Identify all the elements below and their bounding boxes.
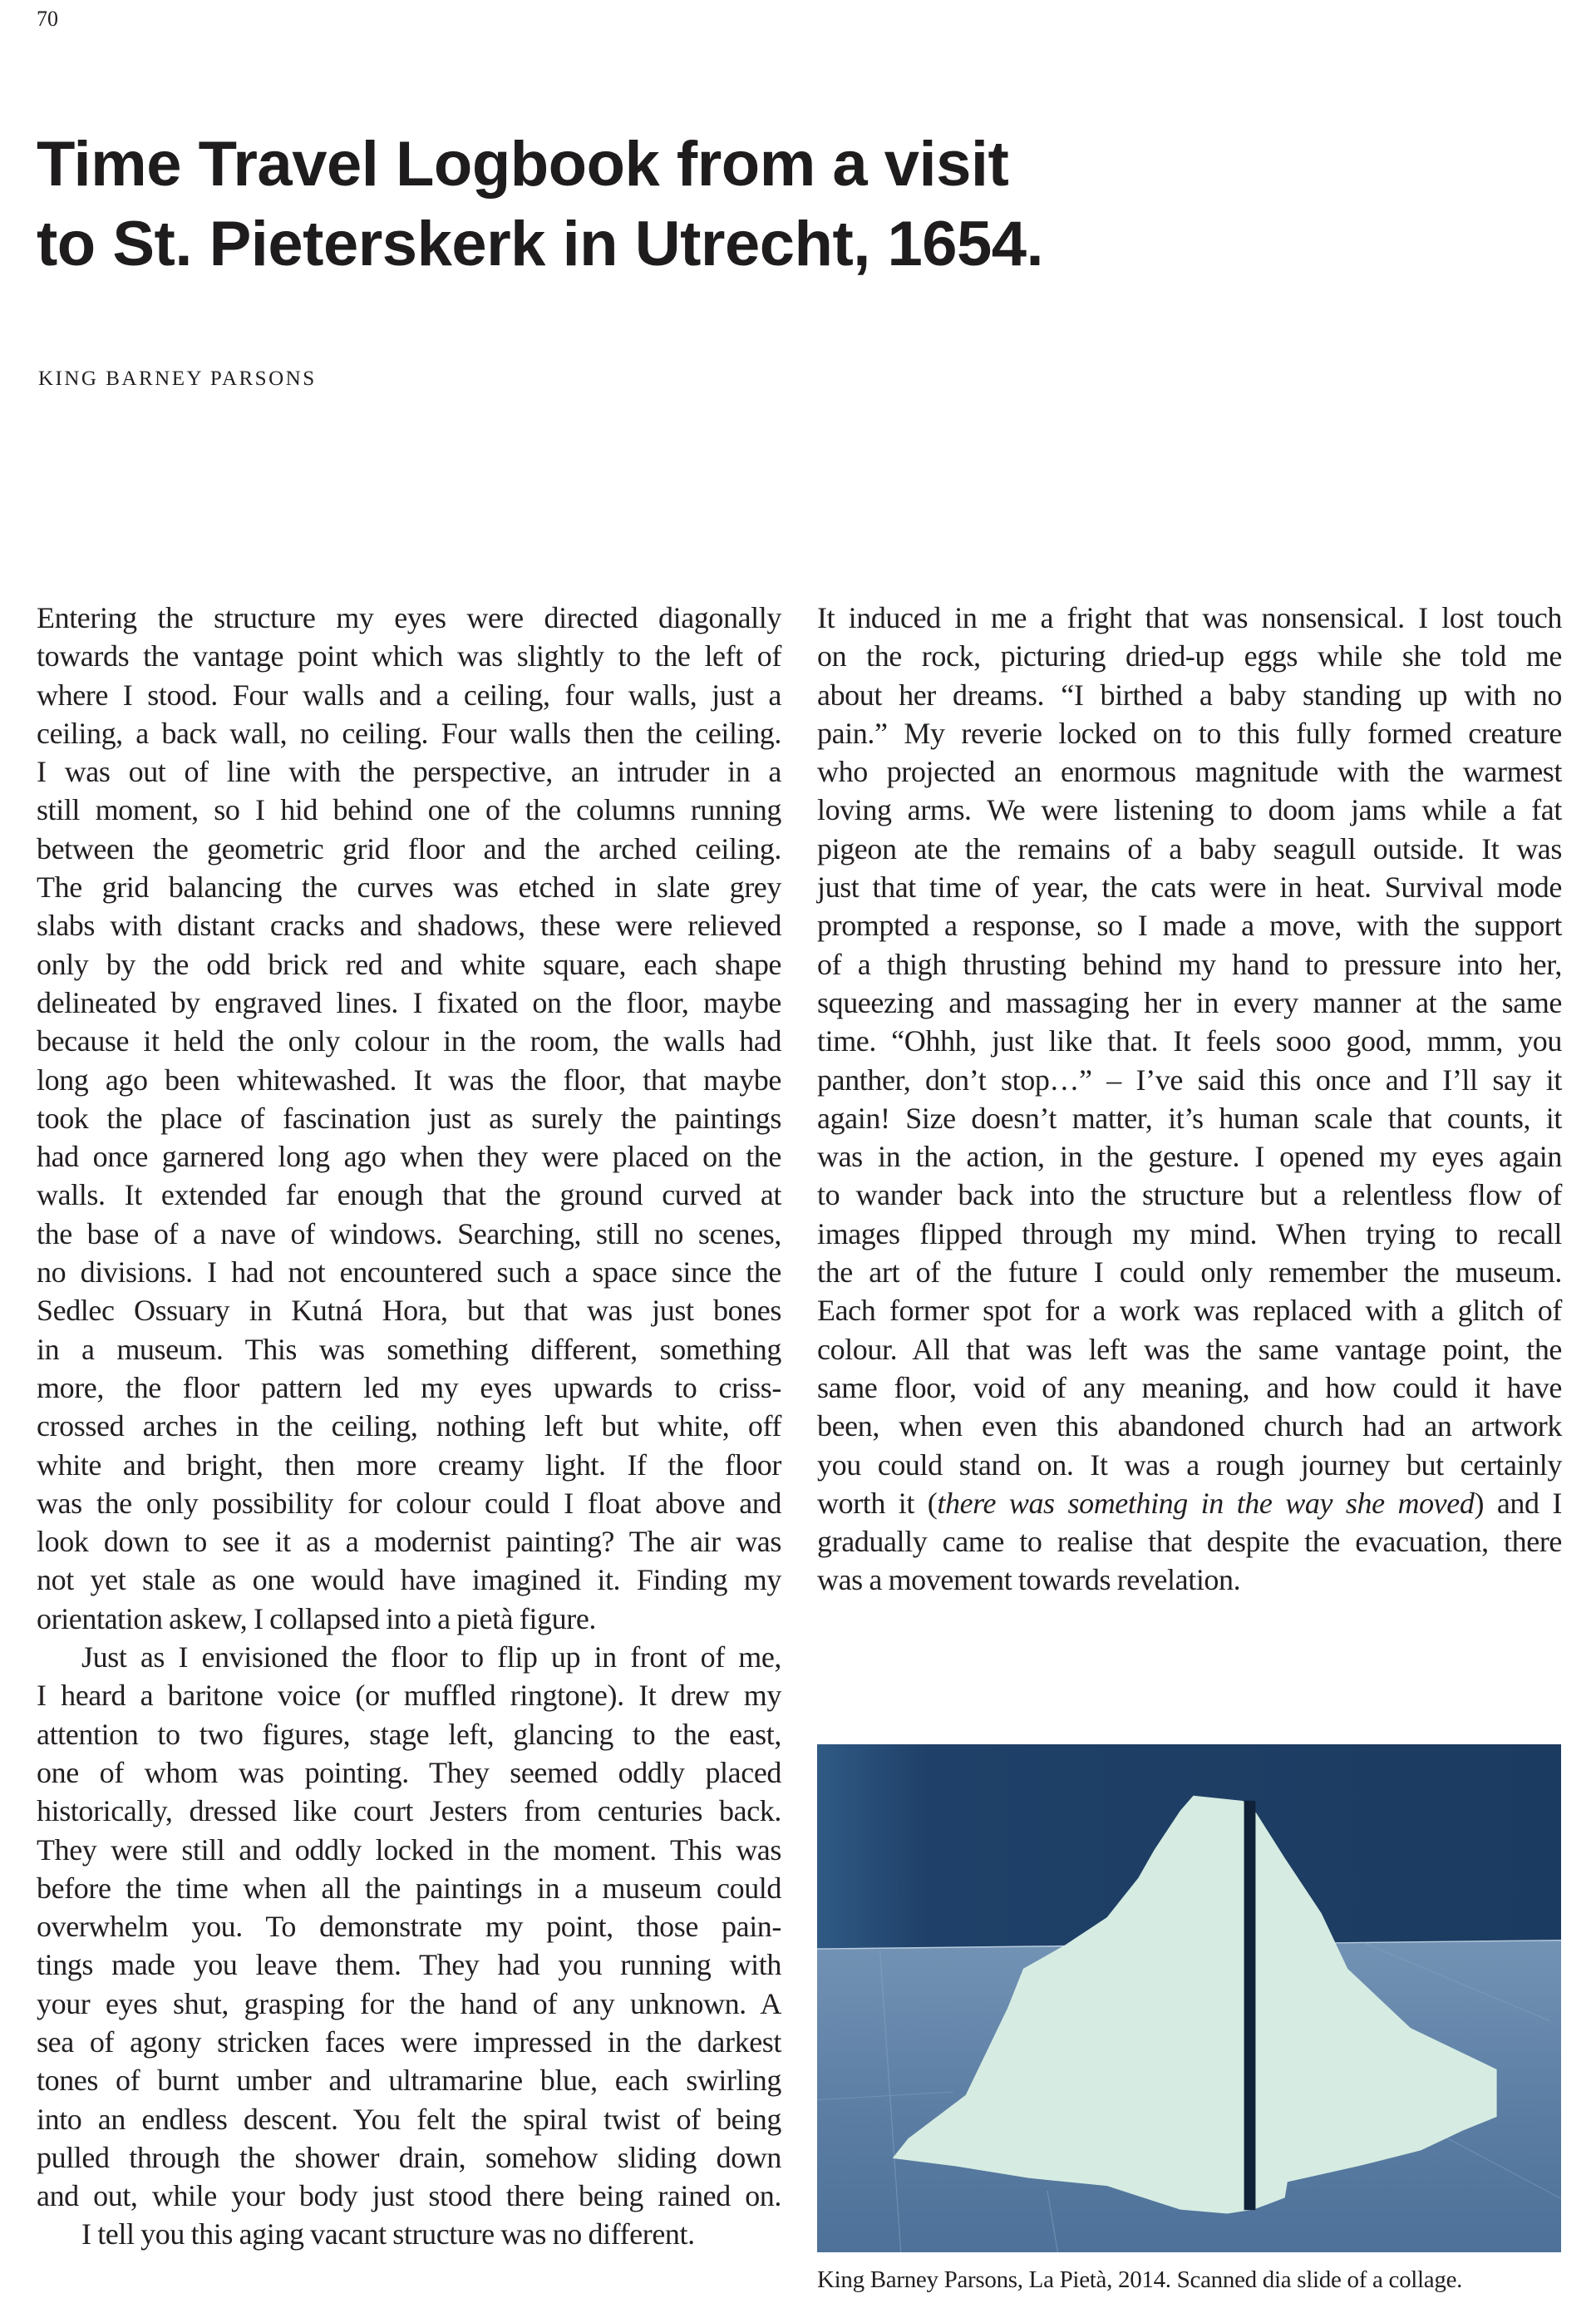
article-title <box>37 125 1043 284</box>
title-line: Time Travel Logbook from a visit <box>37 129 1009 200</box>
text-line: the base of a nave of windows. Searching, still no scenes, <box>37 1216 781 1250</box>
text-line: where I stood. Four walls and a ceiling, four walls, just a <box>37 678 781 712</box>
text-line: squeezing and massaging her in every manner at the same <box>817 985 1562 1019</box>
text-line: I tell you this aging vacant structure was no different. <box>81 2217 695 2251</box>
text-segment: ) and I <box>1474 1486 1563 1520</box>
text-line: long ago been whitewashed. It was the floor, that maybe <box>37 1063 781 1097</box>
text-line: panther, don’t stop…” – I’ve said this once and I’ll say it <box>817 1063 1562 1097</box>
title-line: to St. Pieterskerk in Utrecht, 1654. <box>37 209 1044 279</box>
text-line: one of whom was pointing. They seemed oddly placed <box>37 1755 781 1789</box>
text-line: delineated by engraved lines. I fixated on the floor, maybe <box>37 985 781 1019</box>
text-line: the art of the future I could only remember the museum. <box>817 1255 1562 1290</box>
text-line <box>817 1484 1562 1522</box>
text-line: again! Size doesn’t matter, it’s human scale that counts, it <box>817 1101 1562 1135</box>
text-line: Entering the structure my eyes were directed diagonally <box>37 601 781 634</box>
text-line: pain.” My reverie locked on to this fully formed creature <box>817 716 1562 750</box>
text-line: prompted a response, so I made a move, with the support <box>817 909 1562 943</box>
text-line: They were still and oddly locked in the moment. This was <box>37 1832 781 1867</box>
text-line: of a thigh thrusting behind my hand to pressure into her, <box>817 947 1562 981</box>
text-line: into an endless descent. You felt the spiral twist of being <box>37 2102 781 2136</box>
text-line: and out, while your body just stood there being rained on. <box>37 2179 781 2213</box>
text-line: crossed arches in the ceiling, nothing left but white, off <box>37 1409 781 1443</box>
text-line: tings made you leave them. They had you running with <box>37 1948 781 1982</box>
text-line: loving arms. We were listening to doom jams while a fat <box>817 793 1562 827</box>
text-line: you could stand on. It was a rough journey but certainly <box>817 1447 1562 1482</box>
text-line: before the time when all the paintings in a museum could <box>37 1871 781 1905</box>
text-line: historically, dressed like court Jesters from centuries back. <box>37 1794 781 1828</box>
text-line: Each former spot for a work was replaced with a glitch of <box>817 1294 1562 1328</box>
text-line: tones of burnt umber and ultramarine blue, each swirling <box>37 2064 781 2098</box>
text-line: still moment, so I hid behind one of the columns running <box>37 793 781 827</box>
text-line: pigeon ate the remains of a baby seagull outside. It was <box>817 831 1562 866</box>
text-line: towards the vantage point which was slightly to the left of <box>37 639 781 673</box>
text-line: between the geometric grid floor and the arched ceiling. <box>37 831 781 866</box>
text-segment: worth it ( <box>817 1486 938 1520</box>
author-byline: KING BARNEY PARSONS <box>38 367 317 390</box>
text-line: to wander back into the structure but a relentless flow of <box>817 1178 1562 1212</box>
text-line: Just as I envisioned the floor to flip up in front of me, <box>81 1640 781 1674</box>
text-line: overwhelm you. To demonstrate my point, those pain- <box>37 1910 781 1944</box>
page-number: 70 <box>37 7 58 31</box>
text-line: was the only possibility for colour could I float above and <box>37 1486 781 1520</box>
text-line: look down to see it as a modernist painting? The air was <box>37 1525 781 1559</box>
body-column-right <box>817 599 1562 1600</box>
text-line: images flipped through my mind. When trying to recall <box>817 1216 1562 1250</box>
text-line: The grid balancing the curves was etched in slate grey <box>37 870 781 905</box>
text-line: gradually came to realise that despite the evacuation, there <box>817 1525 1562 1559</box>
text-line: slabs with distant cracks and shadows, these were relieved <box>37 909 781 943</box>
text-line: white and bright, then more creamy light. If the floor <box>37 1447 781 1482</box>
text-line: time. “Ohhh, just like that. It feels sooo good, mmm, you <box>817 1024 1562 1058</box>
text-line: It induced in me a fright that was nonsensical. I lost touch <box>817 601 1562 634</box>
text-line: colour. All that was left was the same vantage point, the <box>817 1332 1562 1366</box>
text-line: your eyes shut, grasping for the hand of any unknown. A <box>37 1986 781 2020</box>
figure-caption: King Barney Parsons, La Pietà, 2014. Scanned dia slide of a collage. <box>817 2266 1463 2293</box>
text-line: been, when even this abandoned church had an artwork <box>817 1409 1562 1443</box>
body-column-left <box>37 599 781 2254</box>
text-line: I was out of line with the perspective, an intruder in a <box>37 755 781 789</box>
text-line: on the rock, picturing dried-up eggs while she told me <box>817 639 1562 673</box>
italic-phrase: there was something in the way she moved <box>937 1486 1475 1520</box>
text-line: took the place of fascination just as surely the paintings <box>37 1101 781 1135</box>
text-line: sea of agony stricken faces were impressed in the darkest <box>37 2024 781 2059</box>
text-line: Sedlec Ossuary in Kutná Hora, but that was just bones <box>37 1294 781 1328</box>
text-line: not yet stale as one would have imagined it. Finding my <box>37 1563 781 1597</box>
text-line: walls. It extended far enough that the ground curved at <box>37 1178 781 1212</box>
text-line: orientation askew, I collapsed into a pietà figure. <box>37 1601 597 1635</box>
text-line: was in the action, in the gesture. I opened my eyes again <box>817 1140 1562 1174</box>
text-line: I heard a baritone voice (or muffled ringtone). It drew my <box>37 1679 781 1713</box>
text-line: ceiling, a back wall, no ceiling. Four walls then the ceiling. <box>37 716 781 750</box>
text-line: same floor, void of any meaning, and how could it have <box>817 1370 1562 1404</box>
collage-image <box>817 1744 1561 2252</box>
text-line: just that time of year, the cats were in heat. Survival mode <box>817 870 1562 905</box>
figure-la-pieta <box>817 1744 1561 2252</box>
text-line: because it held the only colour in the room, the walls had <box>37 1024 781 1058</box>
text-line: more, the floor pattern led my eyes upwards to criss- <box>37 1370 781 1404</box>
text-line: no divisions. I had not encountered such a space since the <box>37 1255 781 1290</box>
text-line: in a museum. This was something different, something <box>37 1332 781 1366</box>
text-line: only by the odd brick red and white square, each shape <box>37 947 781 981</box>
black-vertical-bar <box>1244 1801 1256 2210</box>
text-line: about her dreams. “I birthed a baby standing up with no <box>817 678 1562 712</box>
text-line: pulled through the shower drain, somehow sliding down <box>37 2140 781 2174</box>
text-line: was a movement towards revelation. <box>817 1563 1241 1597</box>
text-line: who projected an enormous magnitude with the warmest <box>817 755 1562 789</box>
text-line: attention to two figures, stage left, glancing to the east, <box>37 1717 781 1751</box>
text-line: had once garnered long ago when they were placed on the <box>37 1140 781 1174</box>
